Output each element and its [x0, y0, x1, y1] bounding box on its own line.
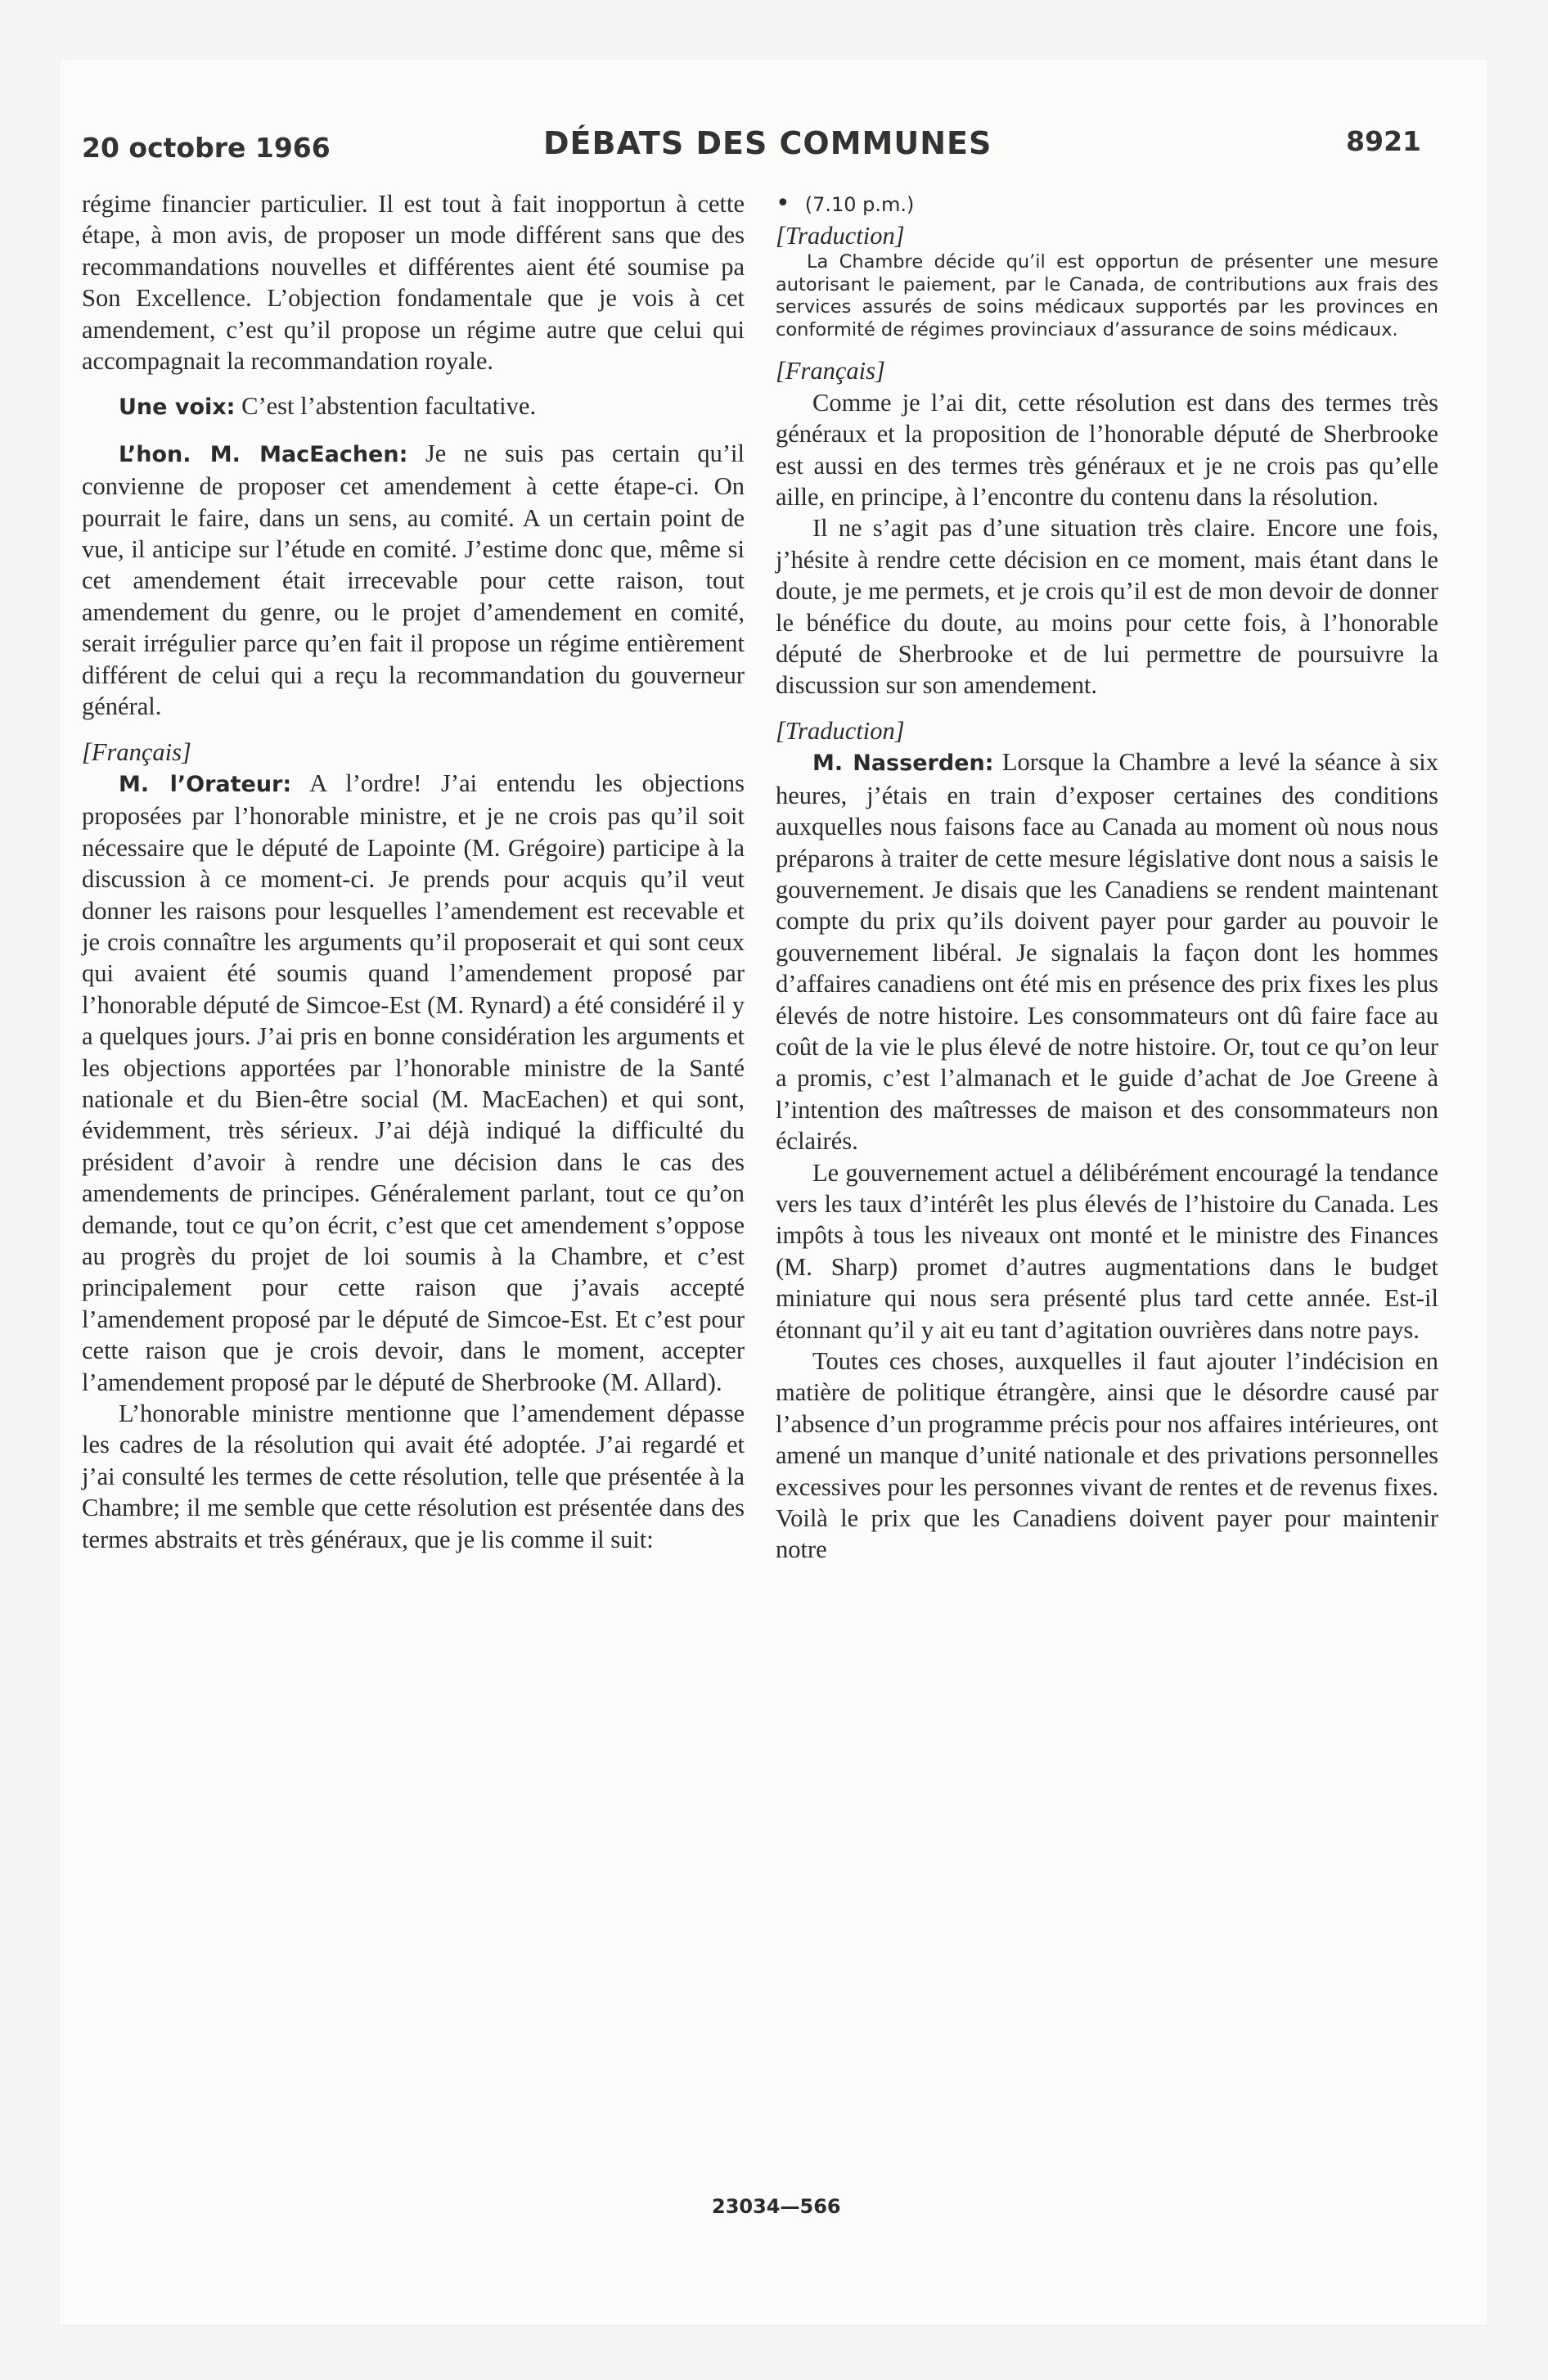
language-heading: [Traduction] [776, 716, 905, 745]
speech-text: C’est l’abstention facultative. [235, 392, 537, 421]
page-header [82, 119, 1421, 168]
right-column [776, 188, 1438, 1566]
speaker-name: M. Nasserden: [812, 751, 994, 777]
language-heading: [Français] [82, 737, 191, 766]
speech-paragraph [82, 390, 745, 423]
speech-paragraph [82, 768, 745, 1398]
left-column [82, 188, 745, 1555]
speech-paragraph [82, 438, 745, 723]
speech-text: A l’ordre! J’ai entendu les objections proposées par l’honorable ministre, et je ne crois pas qu’il soit nécessaire que le député de Lapointe (M. Grégoire) participe à la discussion à ce moment-ci. Je prends pour acquis qu’il veut donner les raisons pour lesquelles l’amendement est recevable et je crois connaître les arguments qu’il proposerait et qui sont ceux qui avaient été soumis quand l’amendement proposé par l’honorable député de Simcoe-Est (M. Rynard) a été considéré il y a quelques jours. J’ai pris en bonne considération les arguments et les objections apportées par l’honorable ministre de la Santé nationale et du Bien-être social (M. MacEachen) et qui sont, évidemment, très sérieux. J’ai déjà indiqué la difficulté du président d’avoir à rendre une décision dans le cas des amendements de principes. Généralement parlant, tout ce qu’on demande, tout ce qu’on écrit, c’est que cet amendement s’oppose au progrès du projet de loi soumis à la Chambre, et c’est principalement pour cette raison que j’avais accepté l’amendement proposé par le député de Simcoe-Est. Et c’est pour cette raison que je crois devoir, dans le moment, accepter l’amendement proposé par le député de Sherbrooke (M. Allard). [82, 769, 745, 1396]
speaker-name: L’hon. M. MacEachen: [119, 441, 408, 467]
page-footer-code: 23034—566 [712, 2195, 841, 2218]
resolution-summary: La Chambre décide qu’il est opportun de présenter une mesure autorisant le paiement, par le Canada, de contributions aux frais des services assurés de soins médicaux supportés par les provinces en conformité de régimes provinciaux d’assurance de soins médicaux. [776, 251, 1438, 340]
header-page-number: 8921 [1346, 125, 1421, 157]
language-heading: [Traduction] [776, 222, 905, 250]
paragraph: L’honorable ministre mentionne que l’amendement dépasse les cadres de la résolution qui avait été adoptée. J’ai regardé et j’ai consulté les termes de cette résolution, telle que présentée à la Chambre; il me semble que cette résolution est présentée dans des termes abstraits et très généraux, que je lis comme il suit: [82, 1400, 745, 1553]
paragraph: Toutes ces choses, auxquelles il faut ajouter l’indécision en matière de politique étrangère, ainsi que le désordre causé par l’absence d’un programme précis pour nos affaires intérieures, ont amené un manque d’unité nationale et des privations personnelles excessives pour les personnes vivant de rentes et de revenus fixes. Voilà le prix que les Canadiens doivent payer pour maintenir notre [776, 1347, 1438, 1564]
speaker-name: M. l’Orateur: [119, 771, 292, 797]
speech-paragraph [776, 746, 1438, 1156]
speech-text: Je ne suis pas certain qu’il convienne de proposer cet amendement à cette étape-ci. On pourrait le faire, dans un sens, au comité. A un certain point de vue, il anticipe sur l’étude en comité. J’estime donc que, même si cet amendement était irrecevable pour cette raison, tout amendement du genre, ou le projet d’amendement en comité, serait irrégulier parce qu’en fait il propose un régime entièrement différent de celui qui a reçu la recommandation du gouverneur général. [82, 439, 745, 721]
time-text: (7.10 p.m.) [804, 193, 915, 216]
paragraph: Comme je l’ai dit, cette résolution est dans des termes très généraux et la proposition de l’honorable député de Sherbrooke est aussi en des termes très généraux et je ne crois pas qu’elle aille, en principe, à l’encontre du contenu dans la résolution. [776, 388, 1438, 512]
bullet-marker: • [776, 189, 790, 218]
header-date: 20 octobre 1966 [82, 132, 331, 164]
paragraph: Il ne s’agit pas d’une situation très claire. Encore une fois, j’hésite à rendre cette décision en ce moment, mais étant dans le doute, je me permets, et je crois qu’il est de mon devoir de donner le bénéfice du doute, au moins pour cette fois, à l’honorable député de Sherbrooke et de lui permettre de poursuivre la discussion sur son amendement. [776, 514, 1438, 700]
paragraph: Le gouvernement actuel a délibérément encouragé la tendance vers les taux d’intérêt les plus élevés de l’histoire du Canada. Les impôts à tous les niveaux ont monté et le ministre des Finances (M. Sharp) promet d’autres augmentations dans le budget miniature qui nous sera présenté plus tard cette année. Est-il étonnant qu’il y ait eu tant d’agitation ouvrières dans notre pays. [776, 1158, 1438, 1344]
paragraph: régime financier particulier. Il est tout à fait inopportun à cette étape, à mon avis, de proposer un mode différent sans que des recommandations nouvelles et différentes aient été soumise pa Son Excellence. L’objection fondamentale que je vois à cet amendement, c’est qu’il propose un régime autre que celui qui accompagnait la recommandation royale. [82, 190, 745, 376]
speech-text: Lorsque la Chambre a levé la séance à six heures, j’étais en train d’exposer certaines des conditions auxquelles nous faisons face au Canada au moment où nous nous préparons à traiter de cette mesure législative dont nous a saisis le gouvernement. Je disais que les Canadiens se rendent maintenant compte du prix qu’ils doivent payer pour garder au pouvoir le gouvernement libéral. Je signalais la façon dont les hommes d’affaires canadiens ont été mis en présence des prix fixes les plus élevés de notre histoire. Les consommateurs ont dû faire face au coût de la vie le plus élevé de notre histoire. Or, tout ce qu’on leur a promis, c’est l’almanach et le guide d’achat de Joe Greene à l’intention des maîtresses de maison et des consommateurs non éclairés. [776, 748, 1438, 1156]
language-heading: [Français] [776, 357, 885, 385]
time-stamp [776, 188, 1438, 220]
header-title: DÉBATS DES COMMUNES [543, 125, 992, 161]
speaker-name: Une voix: [119, 394, 236, 421]
